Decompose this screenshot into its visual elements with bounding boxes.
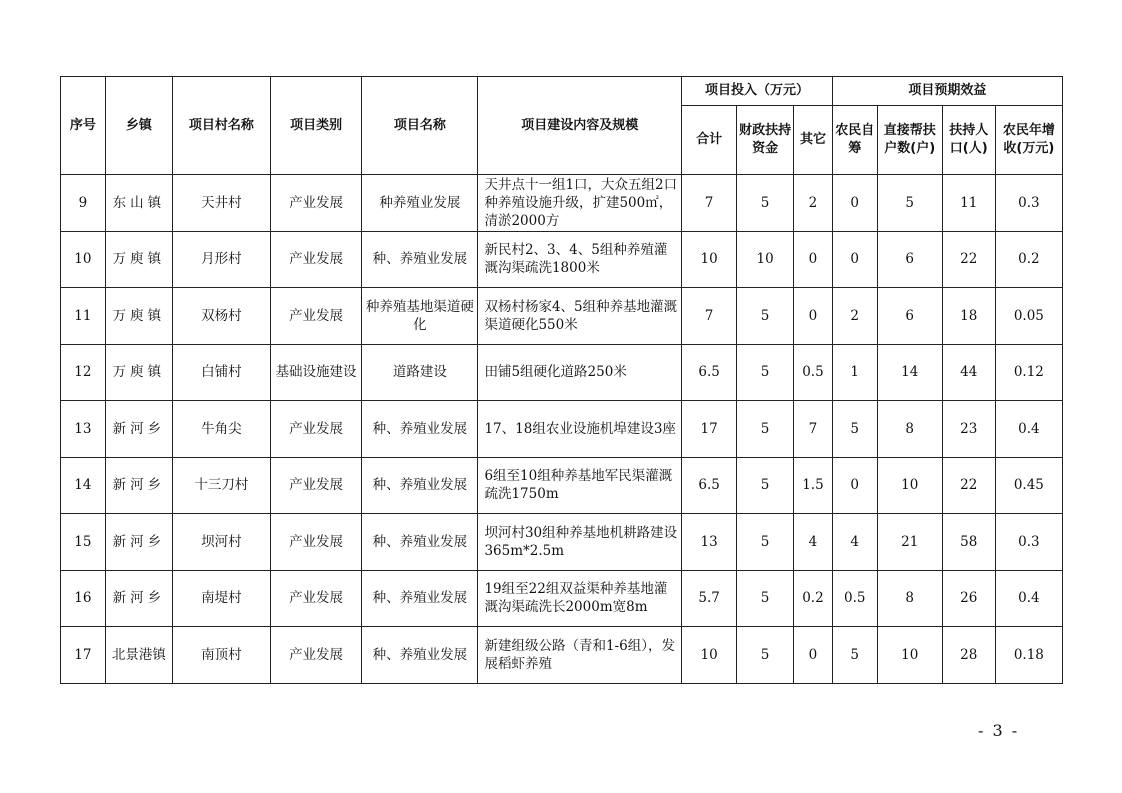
cell-fiscal: 5: [737, 401, 794, 458]
cell-households: 8: [877, 570, 942, 627]
cell-population: 22: [942, 457, 995, 514]
cell-self-raised: 0: [832, 231, 877, 288]
page-number: - 3 -: [978, 721, 1020, 740]
header-total: 合计: [682, 106, 737, 175]
header-content: 项目建设内容及规模: [478, 77, 682, 175]
cell-content: 双杨村杨家4、5组种养基地灌溉渠道硬化550米: [478, 288, 682, 345]
cell-category: 产业发展: [270, 401, 362, 458]
cell-fiscal: 5: [737, 175, 794, 232]
header-self-raised: 农民自筹: [832, 106, 877, 175]
cell-village: 牛角尖: [173, 401, 271, 458]
table-row: [61, 175, 1063, 232]
cell-seq: 15: [61, 514, 106, 571]
cell-self-raised: 0: [832, 457, 877, 514]
cell-category: 产业发展: [270, 231, 362, 288]
cell-content: 6组至10组种养基地军民渠灌溉疏洗1750m: [478, 457, 682, 514]
cell-self-raised: 5: [832, 401, 877, 458]
cell-total: 6.5: [682, 344, 737, 401]
cell-other: 0: [794, 231, 833, 288]
cell-fiscal: 5: [737, 457, 794, 514]
header-population: 扶持人口(人): [942, 106, 995, 175]
cell-content: 田铺5组硬化道路250米: [478, 344, 682, 401]
cell-population: 22: [942, 231, 995, 288]
cell-other: 0: [794, 627, 833, 684]
cell-fiscal: 5: [737, 627, 794, 684]
project-table: [60, 76, 1063, 684]
cell-seq: 16: [61, 570, 106, 627]
cell-content: 天井点十一组1口，大众五组2口种养殖设施升级，扩建500㎡，清淤2000方: [478, 175, 682, 232]
cell-fiscal: 10: [737, 231, 794, 288]
cell-self-raised: 2: [832, 288, 877, 345]
cell-total: 7: [682, 288, 737, 345]
cell-fiscal: 5: [737, 344, 794, 401]
table-row: [61, 288, 1063, 345]
cell-village: 十三刀村: [173, 457, 271, 514]
table-row: [61, 627, 1063, 684]
cell-income: 0.05: [995, 288, 1062, 345]
cell-income: 0.4: [995, 570, 1062, 627]
cell-income: 0.2: [995, 231, 1062, 288]
cell-town: 北景港镇: [105, 627, 172, 684]
cell-content: 19组至22组双益渠种养基地灌溉沟渠疏洗长2000m宽8m: [478, 570, 682, 627]
cell-category: 产业发展: [270, 627, 362, 684]
table-row: [61, 344, 1063, 401]
cell-income: 0.3: [995, 514, 1062, 571]
cell-category: 产业发展: [270, 175, 362, 232]
cell-category: 产业发展: [270, 514, 362, 571]
cell-population: 18: [942, 288, 995, 345]
cell-income: 0.3: [995, 175, 1062, 232]
cell-village: 南堤村: [173, 570, 271, 627]
cell-content: 新民村2、3、4、5组种养殖灌溉沟渠疏洗1800米: [478, 231, 682, 288]
table-row: [61, 570, 1063, 627]
cell-other: 1.5: [794, 457, 833, 514]
table-row: [61, 457, 1063, 514]
table-row: [61, 401, 1063, 458]
cell-households: 14: [877, 344, 942, 401]
cell-self-raised: 0: [832, 175, 877, 232]
cell-population: 28: [942, 627, 995, 684]
cell-other: 0.2: [794, 570, 833, 627]
cell-population: 26: [942, 570, 995, 627]
cell-project-name: 种、养殖业发展: [362, 570, 478, 627]
cell-village: 双杨村: [173, 288, 271, 345]
cell-project-name: 种、养殖业发展: [362, 457, 478, 514]
cell-village: 月形村: [173, 231, 271, 288]
cell-project-name: 道路建设: [362, 344, 478, 401]
header-benefit-group: 项目预期效益: [832, 77, 1062, 106]
cell-households: 6: [877, 231, 942, 288]
cell-project-name: 种养殖业发展: [362, 175, 478, 232]
cell-income: 0.4: [995, 401, 1062, 458]
cell-income: 0.45: [995, 457, 1062, 514]
cell-population: 44: [942, 344, 995, 401]
cell-total: 6.5: [682, 457, 737, 514]
cell-town: 新河乡: [105, 457, 172, 514]
header-town: 乡镇: [105, 77, 172, 175]
cell-content: 17、18组农业设施机埠建设3座: [478, 401, 682, 458]
cell-content: 新建组级公路（青和1-6组），发展稻虾养殖: [478, 627, 682, 684]
cell-fiscal: 5: [737, 288, 794, 345]
header-seq: 序号: [61, 77, 106, 175]
cell-self-raised: 1: [832, 344, 877, 401]
cell-project-name: 种、养殖业发展: [362, 401, 478, 458]
cell-self-raised: 0.5: [832, 570, 877, 627]
header-row-1: [61, 77, 1063, 106]
header-other: 其它: [794, 106, 833, 175]
cell-seq: 17: [61, 627, 106, 684]
cell-seq: 11: [61, 288, 106, 345]
cell-village: 坝河村: [173, 514, 271, 571]
cell-total: 7: [682, 175, 737, 232]
cell-income: 0.12: [995, 344, 1062, 401]
table-row: [61, 231, 1063, 288]
cell-seq: 14: [61, 457, 106, 514]
cell-town: 新河乡: [105, 401, 172, 458]
cell-households: 8: [877, 401, 942, 458]
cell-project-name: 种养殖基地渠道硬化: [362, 288, 478, 345]
cell-town: 万庾镇: [105, 288, 172, 345]
cell-population: 58: [942, 514, 995, 571]
cell-total: 17: [682, 401, 737, 458]
cell-seq: 13: [61, 401, 106, 458]
cell-households: 10: [877, 457, 942, 514]
header-households: 直接帮扶户数(户): [877, 106, 942, 175]
cell-project-name: 种、养殖业发展: [362, 514, 478, 571]
cell-other: 0: [794, 288, 833, 345]
cell-households: 10: [877, 627, 942, 684]
cell-town: 东山镇: [105, 175, 172, 232]
cell-total: 10: [682, 627, 737, 684]
cell-self-raised: 4: [832, 514, 877, 571]
header-project-name: 项目名称: [362, 77, 478, 175]
cell-village: 天井村: [173, 175, 271, 232]
cell-households: 5: [877, 175, 942, 232]
header-category: 项目类别: [270, 77, 362, 175]
header-investment-group: 项目投入（万元）: [682, 77, 833, 106]
cell-category: 产业发展: [270, 288, 362, 345]
cell-total: 13: [682, 514, 737, 571]
cell-other: 0.5: [794, 344, 833, 401]
cell-seq: 9: [61, 175, 106, 232]
cell-other: 2: [794, 175, 833, 232]
cell-town: 万庾镇: [105, 231, 172, 288]
cell-self-raised: 5: [832, 627, 877, 684]
cell-town: 新河乡: [105, 570, 172, 627]
cell-population: 23: [942, 401, 995, 458]
header-income: 农民年增收(万元): [995, 106, 1062, 175]
cell-population: 11: [942, 175, 995, 232]
cell-category: 基础设施建设: [270, 344, 362, 401]
cell-fiscal: 5: [737, 570, 794, 627]
cell-other: 7: [794, 401, 833, 458]
cell-total: 5.7: [682, 570, 737, 627]
header-village: 项目村名称: [173, 77, 271, 175]
cell-seq: 10: [61, 231, 106, 288]
cell-households: 6: [877, 288, 942, 345]
cell-seq: 12: [61, 344, 106, 401]
cell-project-name: 种、养殖业发展: [362, 627, 478, 684]
table-row: [61, 514, 1063, 571]
cell-category: 产业发展: [270, 570, 362, 627]
cell-town: 新河乡: [105, 514, 172, 571]
cell-content: 坝河村30组种养基地机耕路建设365m*2.5m: [478, 514, 682, 571]
header-fiscal: 财政扶持资金: [737, 106, 794, 175]
cell-village: 南顶村: [173, 627, 271, 684]
cell-village: 白铺村: [173, 344, 271, 401]
cell-income: 0.18: [995, 627, 1062, 684]
cell-other: 4: [794, 514, 833, 571]
cell-fiscal: 5: [737, 514, 794, 571]
cell-category: 产业发展: [270, 457, 362, 514]
cell-households: 21: [877, 514, 942, 571]
cell-total: 10: [682, 231, 737, 288]
cell-town: 万庾镇: [105, 344, 172, 401]
cell-project-name: 种、养殖业发展: [362, 231, 478, 288]
